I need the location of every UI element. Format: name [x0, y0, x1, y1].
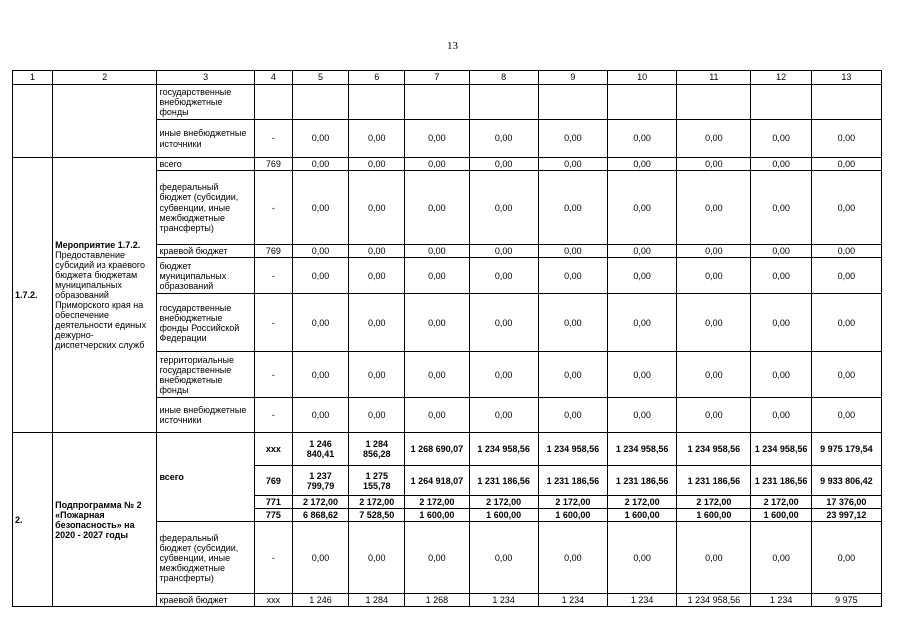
value-cell: 1 246 — [292, 594, 348, 607]
value-cell: 0,00 — [677, 171, 751, 245]
value-cell: 1 600,00 — [538, 509, 607, 522]
funding-source-cell: федеральный бюджет (субсидии, субвенции, иные межбюджетные трансферты) — [157, 522, 254, 594]
code-cell — [254, 85, 292, 120]
funding-source-cell: краевой бюджет — [157, 594, 254, 607]
value-cell: 0,00 — [469, 158, 538, 171]
column-header: 10 — [608, 71, 677, 85]
value-cell: 2 172,00 — [538, 496, 607, 509]
funding-source-cell: всего — [157, 433, 254, 522]
column-header: 8 — [469, 71, 538, 85]
value-cell: 0,00 — [677, 158, 751, 171]
value-cell — [349, 85, 405, 120]
value-cell: 0,00 — [751, 522, 811, 594]
code-cell: 769 — [254, 466, 292, 496]
value-cell: 1 275 155,78 — [349, 466, 405, 496]
value-cell: 1 234 958,56 — [677, 433, 751, 466]
value-cell: 0,00 — [677, 398, 751, 433]
funding-source-cell: государственные внебюджетные фонды — [157, 85, 254, 120]
value-cell: 0,00 — [292, 158, 348, 171]
code-cell: - — [254, 258, 292, 294]
value-cell: 1 284 856,28 — [349, 433, 405, 466]
code-cell: - — [254, 294, 292, 352]
value-cell: 1 234 — [469, 594, 538, 607]
value-cell: 0,00 — [538, 120, 607, 158]
column-header: 12 — [751, 71, 811, 85]
value-cell: 0,00 — [405, 120, 469, 158]
value-cell: 0,00 — [608, 258, 677, 294]
value-cell: 0,00 — [751, 352, 811, 398]
value-cell: 9 975 179,54 — [811, 433, 881, 466]
funding-source-cell: государственные внебюджетные фонды Российской Федерации — [157, 294, 254, 352]
value-cell: 0,00 — [405, 352, 469, 398]
value-cell: 2 172,00 — [292, 496, 348, 509]
value-cell: 0,00 — [349, 245, 405, 258]
value-cell: 1 600,00 — [751, 509, 811, 522]
value-cell: 0,00 — [292, 245, 348, 258]
header-row — [13, 71, 882, 85]
value-cell: 1 600,00 — [608, 509, 677, 522]
value-cell: 0,00 — [292, 398, 348, 433]
value-cell: 0,00 — [811, 171, 881, 245]
value-cell: 0,00 — [292, 294, 348, 352]
value-cell: 0,00 — [469, 398, 538, 433]
value-cell: 1 234 958,56 — [538, 433, 607, 466]
value-cell: 0,00 — [677, 294, 751, 352]
value-cell: 0,00 — [608, 522, 677, 594]
value-cell: 1 237 799,79 — [292, 466, 348, 496]
code-cell: 769 — [254, 158, 292, 171]
value-cell — [292, 85, 348, 120]
item-title: Мероприятие 1.7.2. — [55, 239, 141, 250]
value-cell: 0,00 — [469, 352, 538, 398]
value-cell: 2 172,00 — [751, 496, 811, 509]
funding-source-cell: территориальные государственные внебюджетные фонды — [157, 352, 254, 398]
value-cell: 0,00 — [608, 158, 677, 171]
code-cell: ххх — [254, 594, 292, 607]
value-cell: 0,00 — [538, 352, 607, 398]
funding-source-cell: всего — [157, 158, 254, 171]
value-cell: 0,00 — [292, 120, 348, 158]
item-number: 2. — [15, 514, 23, 525]
value-cell: 0,00 — [811, 294, 881, 352]
value-cell: 9 975 — [811, 594, 881, 607]
value-cell — [405, 85, 469, 120]
item-number-cell — [13, 85, 53, 158]
value-cell: 0,00 — [811, 258, 881, 294]
value-cell: 1 231 186,56 — [608, 466, 677, 496]
item-description: Предоставление субсидий из краевого бюджета бюджетам муниципальных образований Приморского края на обеспечение деятельности единых дежурно-диспетчерских служб — [55, 249, 147, 351]
funding-source-cell: бюджет муниципальных образований — [157, 258, 254, 294]
value-cell: 0,00 — [538, 522, 607, 594]
value-cell: 0,00 — [469, 245, 538, 258]
value-cell: 0,00 — [811, 245, 881, 258]
value-cell: 0,00 — [751, 245, 811, 258]
value-cell: 0,00 — [469, 294, 538, 352]
value-cell: 0,00 — [538, 294, 607, 352]
value-cell: 0,00 — [677, 245, 751, 258]
value-cell: 0,00 — [469, 258, 538, 294]
value-cell — [677, 85, 751, 120]
value-cell: 1 268 690,07 — [405, 433, 469, 466]
item-title-cell — [53, 158, 157, 433]
value-cell: 0,00 — [811, 352, 881, 398]
value-cell: 0,00 — [608, 171, 677, 245]
value-cell: 2 172,00 — [608, 496, 677, 509]
value-cell: 1 234 — [608, 594, 677, 607]
value-cell: 0,00 — [349, 398, 405, 433]
column-header: 13 — [811, 71, 881, 85]
value-cell: 1 234 — [751, 594, 811, 607]
value-cell: 0,00 — [538, 398, 607, 433]
code-cell: - — [254, 398, 292, 433]
code-cell: - — [254, 171, 292, 245]
value-cell: 0,00 — [608, 294, 677, 352]
column-header: 3 — [157, 71, 254, 85]
value-cell: 1 234 958,56 — [677, 594, 751, 607]
value-cell: 1 231 186,56 — [538, 466, 607, 496]
value-cell: 0,00 — [405, 158, 469, 171]
table-row — [13, 85, 882, 120]
table-row — [13, 433, 882, 466]
funding-source-cell: иные внебюджетные источники — [157, 398, 254, 433]
value-cell: 1 231 186,56 — [469, 466, 538, 496]
value-cell: 0,00 — [349, 522, 405, 594]
code-cell: - — [254, 120, 292, 158]
code-cell: 771 — [254, 496, 292, 509]
value-cell: 0,00 — [538, 158, 607, 171]
value-cell: 1 234 958,56 — [469, 433, 538, 466]
value-cell: 9 933 806,42 — [811, 466, 881, 496]
value-cell: 0,00 — [677, 120, 751, 158]
value-cell: 0,00 — [405, 258, 469, 294]
value-cell: 0,00 — [751, 258, 811, 294]
value-cell: 0,00 — [469, 120, 538, 158]
value-cell: 1 600,00 — [469, 509, 538, 522]
value-cell: 0,00 — [405, 245, 469, 258]
code-cell: - — [254, 352, 292, 398]
value-cell: 0,00 — [292, 352, 348, 398]
funding-source-cell: федеральный бюджет (субсидии, субвенции, иные межбюджетные трансферты) — [157, 171, 254, 245]
value-cell: 0,00 — [469, 171, 538, 245]
item-title-cell — [53, 85, 157, 158]
code-cell: ххх — [254, 433, 292, 466]
column-header: 1 — [13, 71, 53, 85]
funding-source-cell: краевой бюджет — [157, 245, 254, 258]
value-cell: 0,00 — [811, 522, 881, 594]
value-cell: 1 600,00 — [677, 509, 751, 522]
column-header: 2 — [53, 71, 157, 85]
value-cell: 0,00 — [608, 120, 677, 158]
item-title-cell — [53, 433, 157, 607]
item-number-cell — [13, 158, 53, 433]
value-cell: 0,00 — [677, 522, 751, 594]
value-cell: 0,00 — [292, 171, 348, 245]
table-row — [13, 158, 882, 171]
value-cell — [811, 85, 881, 120]
value-cell: 1 231 186,56 — [751, 466, 811, 496]
value-cell: 6 868,62 — [292, 509, 348, 522]
value-cell: 0,00 — [751, 398, 811, 433]
value-cell: 0,00 — [677, 258, 751, 294]
value-cell: 0,00 — [349, 171, 405, 245]
value-cell: 0,00 — [608, 352, 677, 398]
value-cell — [538, 85, 607, 120]
code-cell: 769 — [254, 245, 292, 258]
value-cell: 0,00 — [751, 294, 811, 352]
value-cell: 0,00 — [349, 352, 405, 398]
value-cell: 17 376,00 — [811, 496, 881, 509]
column-header: 11 — [677, 71, 751, 85]
column-header: 7 — [405, 71, 469, 85]
value-cell: 0,00 — [349, 294, 405, 352]
value-cell: 2 172,00 — [349, 496, 405, 509]
value-cell: 0,00 — [608, 398, 677, 433]
value-cell: 1 231 186,56 — [677, 466, 751, 496]
value-cell: 1 246 840,41 — [292, 433, 348, 466]
budget-table — [12, 70, 882, 607]
value-cell: 0,00 — [751, 120, 811, 158]
funding-source-cell: иные внебюджетные источники — [157, 120, 254, 158]
value-cell: 0,00 — [349, 120, 405, 158]
value-cell: 0,00 — [751, 158, 811, 171]
item-title: Подпрограмма № 2 «Пожарная безопасность» на 2020 - 2027 годы — [55, 499, 142, 540]
value-cell: 2 172,00 — [405, 496, 469, 509]
value-cell: 1 234 958,56 — [608, 433, 677, 466]
value-cell: 0,00 — [405, 171, 469, 245]
item-number-cell — [13, 433, 53, 607]
value-cell: 0,00 — [811, 120, 881, 158]
page-number: 13 — [447, 40, 458, 52]
value-cell: 0,00 — [405, 398, 469, 433]
code-cell: 775 — [254, 509, 292, 522]
value-cell: 23 997,12 — [811, 509, 881, 522]
value-cell: 2 172,00 — [677, 496, 751, 509]
column-header: 4 — [254, 71, 292, 85]
value-cell: 0,00 — [751, 171, 811, 245]
value-cell: 0,00 — [292, 258, 348, 294]
value-cell: 7 528,50 — [349, 509, 405, 522]
value-cell: 0,00 — [608, 245, 677, 258]
value-cell: 1 600,00 — [405, 509, 469, 522]
value-cell: 1 234 958,56 — [751, 433, 811, 466]
value-cell: 0,00 — [405, 522, 469, 594]
item-number: 1.7.2. — [15, 290, 38, 301]
value-cell: 1 234 — [538, 594, 607, 607]
value-cell: 0,00 — [811, 158, 881, 171]
value-cell: 2 172,00 — [469, 496, 538, 509]
value-cell: 1 284 — [349, 594, 405, 607]
value-cell: 0,00 — [538, 258, 607, 294]
value-cell — [751, 85, 811, 120]
value-cell: 0,00 — [538, 245, 607, 258]
value-cell: 1 268 — [405, 594, 469, 607]
value-cell: 1 264 918,07 — [405, 466, 469, 496]
column-header: 5 — [292, 71, 348, 85]
value-cell: 0,00 — [292, 522, 348, 594]
value-cell: 0,00 — [349, 158, 405, 171]
value-cell: 0,00 — [811, 398, 881, 433]
value-cell — [469, 85, 538, 120]
value-cell: 0,00 — [538, 171, 607, 245]
code-cell: - — [254, 522, 292, 594]
column-header: 6 — [349, 71, 405, 85]
value-cell: 0,00 — [405, 294, 469, 352]
value-cell: 0,00 — [677, 352, 751, 398]
value-cell: 0,00 — [469, 522, 538, 594]
column-header: 9 — [538, 71, 607, 85]
value-cell — [608, 85, 677, 120]
value-cell: 0,00 — [349, 258, 405, 294]
